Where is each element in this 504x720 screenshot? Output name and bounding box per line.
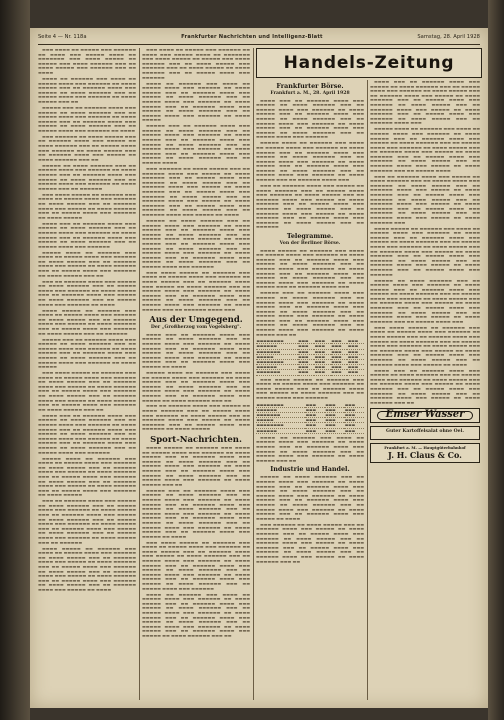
telegramme-subheading: Von der Berliner Börse. [279, 241, 341, 246]
column-2: ▬▬▬ ▬▬▬▬ ▬▬ ▬▬▬▬▬ ▬▬▬ ▬▬▬▬▬▬ ▬▬ ▬▬▬▬ ▬▬▬ ▬▬▬▬▬ ▬▬▬▬ ▬▬ ▬▬▬▬▬▬▬ ▬▬▬ ▬▬▬▬ ▬▬▬▬▬ ▬▬ ▬▬▬▬▬ ▬▬▬ ▬▬▬▬ ▬▬▬▬▬▬ ▬▬▬ ▬▬ ▬▬▬▬ ▬▬▬▬▬ ▬▬▬ ▬▬▬▬▬▬ ▬▬▬ ▬▬ ▬▬▬▬ ▬▬▬▬▬ ▬▬ ▬▬▬▬ ▬▬▬▬▬▬ ▬▬▬ ▬▬ ▬▬▬▬▬ ▬▬▬▬ ▬▬▬ ▬▬▬▬▬▬ ▬▬▬▬ ▬▬ ▬▬▬▬▬▬ ▬▬▬ ▬▬▬▬ ▬▬ ▬▬▬▬▬ ▬▬▬▬ ▬▬▬ ▬▬▬▬▬▬ ▬▬ ▬▬▬▬ ▬▬▬▬▬ ▬▬▬ ▬▬ ▬▬▬▬▬▬ ▬▬▬▬ ▬▬▬ ▬▬▬▬▬ ▬▬ ▬▬▬▬ ▬▬▬▬▬▬ ▬▬▬ ▬▬ ▬▬▬▬▬ ▬▬▬▬ ▬▬▬ ▬▬▬▬▬▬ ▬▬ ▬▬▬▬ ▬▬▬▬▬ ▬▬▬ ▬▬ ▬▬▬▬▬▬ ▬▬▬▬ ▬▬▬ ▬▬▬▬▬ ▬▬ ▬▬▬▬ ▬▬▬▬▬▬ ▬▬▬ ▬▬ ▬▬▬▬▬ ▬▬▬▬ ▬▬▬ ▬▬▬▬▬▬ ▬▬ ▬▬▬▬ ▬▬▬▬▬ ▬▬▬▬▬ ▬▬▬ ▬▬ ▬▬▬▬▬▬ ▬▬▬▬ ▬▬▬ ▬▬▬▬▬ ▬▬ ▬▬▬▬ ▬▬▬▬▬▬ ▬▬▬ ▬▬ ▬▬▬▬▬ ▬▬▬▬ ▬▬▬ ▬▬▬▬▬▬ ▬▬ ▬▬▬▬ ▬▬▬▬▬ ▬▬▬ ▬▬ ▬▬▬▬▬▬ ▬▬▬▬ ▬▬▬ ▬▬▬▬▬ ▬▬ ▬▬▬▬ ▬▬▬▬▬▬ ▬▬▬ ▬▬ ▬▬▬▬▬ ▬▬▬▬ ▬▬▬ ▬▬▬▬▬▬ ▬▬ ▬▬▬▬ ▬▬▬▬▬ ▬▬▬ ▬▬ ▬▬▬▬▬▬ ▬▬▬▬ ▬▬▬ ▬▬▬▬▬ ▬▬ ▬▬▬▬ ▬▬▬▬▬▬ ▬▬▬ ▬▬ ▬▬▬▬▬ ▬▬▬▬ ▬▬▬ ▬▬▬▬▬▬ ▬▬ ▬▬▬▬ ▬▬▬▬▬ ▬▬▬ ▬▬ ▬▬▬▬▬▬ ▬▬▬▬ ▬▬▬ ▬▬▬▬▬ ▬▬ ▬▬▬▬ ▬▬▬▬▬▬ ▬▬▬ ▬▬ ▬▬▬▬▬ ▬▬▬▬ ▬▬▬ ▬▬▬▬▬▬ ▬▬ ▬▬▬▬ ▬▬▬▬▬ ▬▬▬ ▬▬ ▬▬▬▬▬▬ ▬▬▬▬ ▬▬▬ ▬▬▬▬▬ ▬▬ ▬▬▬▬ ▬▬▬▬▬▬ ▬▬▬ ▬▬ ▬▬▬▬▬ ▬▬▬▬ ▬▬▬ ▬▬▬▬▬▬ ▬▬ ▬▬▬▬ ▬▬▬▬▬ ▬▬▬ ▬▬ ▬▬▬▬▬▬ ▬▬▬▬ ▬▬▬ ▬▬▬▬▬ ▬▬ ▬▬▬▬ ▬▬▬▬▬▬ ▬▬▬ ▬▬ ▬▬▬▬▬ ▬▬▬▬ ▬▬▬ ▬▬▬▬▬▬ ▬▬ ▬▬▬▬ ▬▬▬▬▬ ▬▬▬ ▬▬ ▬▬▬▬▬▬ ▬▬▬▬ ▬▬▬ ▬▬▬▬▬ ▬▬ ▬▬▬▬ ▬▬▬▬▬ ▬▬ ▬▬▬▬ ▬▬▬▬▬▬ ▬▬▬ ▬▬ ▬▬▬▬▬ ▬▬▬▬ ▬▬▬ ▬▬▬▬▬▬ ▬▬ ▬▬▬▬ ▬▬▬▬▬ ▬▬▬ ▬▬ ▬▬▬▬▬▬ ▬▬▬▬ ▬▬▬ ▬▬▬▬▬ ▬▬ ▬▬▬▬ ▬▬▬▬▬▬ ▬▬▬ ▬▬ ▬▬▬▬▬ ▬▬▬▬ ▬▬▬ ▬▬▬▬▬▬ ▬▬ ▬▬▬▬ ▬▬▬▬▬ ▬▬▬ ▬▬ ▬▬▬▬▬▬ ▬▬▬▬ ▬▬▬ ▬▬▬▬▬ ▬▬ ▬▬▬▬ ▬▬▬▬▬▬ ▬▬▬ ▬▬ ▬▬▬▬▬ ▬▬▬▬ ▬▬▬ ▬▬▬▬▬▬ ▬▬ ▬▬▬▬ ▬▬▬▬▬ ▬▬▬ ▬▬ ▬▬▬▬▬▬ ▬▬▬▬ ▬▬▬ ▬▬▬▬▬ ▬▬ ▬▬▬▬ ▬▬▬▬▬▬ ▬▬▬ ▬▬ ▬▬▬▬▬ ▬▬▬▬ ▬▬▬ ▬▬▬▬▬▬ ▬▬▬ ▬▬▬▬ ▬▬▬▬▬ ▬▬ ▬▬▬▬▬▬ ▬▬▬ ▬▬▬▬ ▬▬ ▬▬▬▬▬ ▬▬▬▬ ▬▬▬ ▬▬▬▬▬▬ ▬▬ ▬▬▬▬ ▬▬▬▬▬ ▬▬▬ ▬▬ ▬▬▬▬▬▬ ▬▬▬▬ ▬▬▬ ▬▬▬▬▬ ▬▬ ▬▬▬▬ ▬▬▬▬▬▬ ▬▬▬ ▬▬ ▬▬▬▬▬ ▬▬▬▬ ▬▬▬ ▬▬▬▬▬▬ ▬▬ ▬▬▬▬ ▬▬▬▬▬ ▬▬▬ ▬▬ ▬▬▬▬▬▬ ▬▬▬▬ ▬▬▬ ▬▬▬▬▬ ▬▬ ▬▬▬▬ ▬▬▬▬▬▬ ▬▬▬ ▬▬ ▬▬▬▬▬ ▬▬▬▬ ▬▬▬ ▬▬▬▬▬▬ ▬▬ ▬▬▬▬ ▬▬▬▬▬ ▬▬▬ ▬▬ ▬▬▬▬▬▬ ▬▬▬▬ ▬▬▬ Aus der Umgegend. Der „Großherzog vom Vogelsberg". ▬▬▬▬ ▬▬▬ ▬▬ ▬▬▬▬▬▬ ▬▬▬▬ ▬▬▬ ▬▬▬▬▬ ▬▬ ▬▬▬▬ ▬▬▬▬▬▬ ▬▬▬ ▬▬ ▬▬▬▬▬ ▬▬▬▬ ▬▬▬ ▬▬▬▬▬▬ ▬▬ ▬▬▬▬ ▬▬▬▬▬ ▬▬▬ ▬▬ ▬▬▬▬▬▬ ▬▬▬▬ ▬▬▬ ▬▬▬▬▬ ▬▬ ▬▬▬▬ ▬▬▬▬▬▬ ▬▬▬ ▬▬ ▬▬▬▬▬ ▬▬▬▬ ▬▬▬ ▬▬▬▬▬▬ ▬▬ ▬▬▬▬ ▬▬▬▬▬ ▬▬▬ ▬▬ ▬▬▬▬▬▬ ▬▬▬▬ ▬▬▬ ▬▬▬▬▬ ▬▬ ▬▬▬▬ ▬▬▬▬▬ ▬▬▬▬ ▬▬ ▬▬▬▬▬▬ ▬▬▬ ▬▬▬▬ ▬▬ ▬▬▬▬▬ ▬▬▬▬ ▬▬▬ ▬▬▬▬▬▬ ▬▬ ▬▬▬▬ ▬▬▬▬▬ ▬▬▬ ▬▬ ▬▬▬▬▬▬ ▬▬▬▬ ▬▬▬ ▬▬▬▬▬ ▬▬ ▬▬▬▬ ▬▬▬▬▬▬ ▬▬▬ ▬▬ ▬▬▬▬▬ ▬▬▬▬ ▬▬▬ ▬▬▬▬▬▬ ▬▬ ▬▬▬▬ ▬▬▬▬▬ ▬▬▬ ▬▬ ▬▬▬▬▬▬ ▬▬▬▬ ▬▬▬ ▬▬▬▬▬ ▬▬ ▬▬▬▬ ▬▬▬▬▬▬ ▬▬▬ ▬▬ ▬▬▬ ▬▬ ▬▬▬▬▬▬ ▬▬▬▬ ▬▬▬ ▬▬▬▬▬ ▬▬ ▬▬▬▬ ▬▬▬▬▬▬ ▬▬▬ ▬▬ ▬▬▬▬▬ ▬▬▬▬ ▬▬▬ ▬▬▬▬▬▬ ▬▬ ▬▬▬▬ ▬▬▬▬▬ ▬▬▬ ▬▬ ▬▬▬▬▬▬ ▬▬▬▬ ▬▬▬ ▬▬▬▬▬ ▬▬ ▬▬▬▬ ▬▬▬▬▬▬ ▬▬▬ ▬▬ ▬▬▬▬▬ ▬▬▬▬ ▬▬▬ ▬▬▬▬▬▬ ▬▬ ▬▬▬▬ ▬▬▬▬▬ Sport-Nachrichten. ▬▬▬▬ ▬▬▬▬▬ ▬▬ ▬▬▬▬▬▬ ▬▬▬ ▬▬▬▬ ▬▬ ▬▬▬▬▬ ▬▬▬▬ ▬▬▬ ▬▬▬▬▬▬ ▬▬ ▬▬▬▬ ▬▬▬▬▬ ▬▬▬ ▬▬ ▬▬▬▬▬▬ ▬▬▬▬ ▬▬▬ ▬▬▬▬▬ ▬▬ ▬▬▬▬ ▬▬▬▬▬▬ ▬▬▬ ▬▬ ▬▬▬▬▬ ▬▬▬▬ ▬▬▬ ▬▬▬▬▬▬ ▬▬ ▬▬▬▬ ▬▬▬▬▬ ▬▬▬ ▬▬ ▬▬▬▬▬▬ ▬▬▬▬ ▬▬▬ ▬▬▬▬▬ ▬▬ ▬▬▬▬ ▬▬▬▬▬▬ ▬▬▬ ▬▬ ▬▬▬▬▬ ▬▬▬▬ ▬▬▬ ▬▬▬▬▬▬ ▬▬ ▬▬▬▬ ▬▬▬▬▬ ▬▬▬ ▬▬ ▬▬▬▬▬ ▬▬▬ ▬▬ ▬▬▬▬▬▬ ▬▬▬▬ ▬▬▬ ▬▬▬▬▬ ▬▬ ▬▬▬▬ ▬▬▬▬▬▬ ▬▬▬ ▬▬ ▬▬▬▬▬ ▬▬▬▬ ▬▬▬ ▬▬▬▬▬▬ ▬▬ ▬▬▬▬ ▬▬▬▬▬ ▬▬▬ ▬▬ ▬▬▬▬▬▬ ▬▬▬▬ ▬▬▬ ▬▬▬▬▬ ▬▬ ▬▬▬▬ ▬▬▬▬▬▬ ▬▬▬ ▬▬ ▬▬▬▬▬ ▬▬▬▬ ▬▬▬ ▬▬▬▬▬▬ ▬▬ ▬▬▬▬ ▬▬▬▬▬ ▬▬▬ ▬▬ ▬▬▬▬▬▬ ▬▬▬▬ ▬▬▬ ▬▬▬▬▬ ▬▬ ▬▬▬▬ ▬▬▬▬▬▬ ▬▬▬ ▬▬ ▬▬▬▬▬ ▬▬▬▬ ▬▬▬ ▬▬▬▬▬▬ ▬▬ ▬▬▬▬ ▬▬▬▬▬ ▬▬▬ ▬▬ ▬▬▬▬▬▬ ▬▬▬▬ ▬▬▬ ▬▬▬▬▬ ▬▬ ▬▬▬▬ ▬▬▬ ▬▬▬▬ ▬▬▬▬▬ ▬▬ ▬▬▬▬▬▬ ▬▬▬ ▬▬▬▬ ▬▬ ▬▬▬▬▬ ▬▬▬▬ ▬▬▬ ▬▬▬▬▬▬ ▬▬ ▬▬▬▬ ▬▬▬▬▬ ▬▬▬ ▬▬ ▬▬▬▬▬▬ ▬▬▬▬ ▬▬▬ ▬▬▬▬▬ ▬▬ ▬▬▬▬ ▬▬▬▬▬▬ ▬▬▬ ▬▬ ▬▬▬▬▬ ▬▬▬▬ ▬▬▬ ▬▬▬▬▬▬ ▬▬ ▬▬▬▬ ▬▬▬▬▬ ▬▬▬ ▬▬ ▬▬▬▬▬▬ ▬▬▬▬ ▬▬▬ ▬▬▬▬▬ ▬▬ ▬▬▬▬ ▬▬▬▬▬▬ ▬▬▬ ▬▬ ▬▬▬▬▬ ▬▬▬▬ ▬▬▬ ▬▬▬▬▬▬ ▬▬ ▬▬▬▬ ▬▬▬▬▬ ▬▬▬ ▬▬ ▬▬▬▬▬▬ ▬▬▬▬ ▬▬▬ ▬▬▬▬▬ ▬▬ ▬▬▬▬ ▬▬▬▬▬▬ ▬▬▬ ▬▬ ▬▬▬▬▬ ▬▬▬▬ ▬▬▬ ▬▬▬▬▬▬ ▬▬▬▬ ▬▬ ▬▬▬▬▬▬ ▬▬▬ ▬▬▬▬ ▬▬ ▬▬▬▬▬ ▬▬▬▬ ▬▬▬ ▬▬▬▬▬▬ ▬▬ ▬▬▬▬ ▬▬▬▬▬ ▬▬▬ ▬▬ ▬▬▬▬▬▬ ▬▬▬▬ ▬▬▬ ▬▬▬▬▬ ▬▬ ▬▬▬▬ ▬▬▬▬▬▬ ▬▬▬ ▬▬ ▬▬▬▬▬ ▬▬▬▬ ▬▬▬ ▬▬▬▬▬▬ ▬▬ ▬▬▬▬ ▬▬▬▬▬ ▬▬▬ ▬▬ ▬▬▬▬▬▬ ▬▬▬▬ ▬▬▬ ▬▬▬▬▬ ▬▬ ▬▬▬▬ ▬▬▬▬▬▬ ▬▬▬ ▬▬ ▬▬▬▬▬ ▬▬▬▬ ▬▬▬ ▬▬▬▬▬▬ ▬▬ ▬▬▬▬ ▬▬▬▬▬ ▬▬▬ ▬▬ ▬▬▬▬▬▬ ▬▬▬▬ ▬▬▬ ▬▬▬▬▬ ▬▬ ▬▬▬▬ ▬▬▬▬▬▬ ▬▬▬ ▬▬ [142, 48, 250, 638]
advert-logo: Emser Wasser [377, 411, 474, 420]
advert-kartoffelsalat [370, 426, 480, 440]
column-rule [367, 80, 368, 700]
header-page-number: Seite 4 — Nr. 118a [38, 34, 87, 40]
column-3: Frankfurter Börse. Frankfurt a. M., 28. April 1928 ▬▬▬▬ ▬▬▬ ▬▬ ▬▬▬▬▬▬ ▬▬▬▬ ▬▬▬ ▬▬▬▬▬ ▬▬ ▬▬▬▬ ▬▬▬▬▬▬ ▬▬▬ ▬▬ ▬▬▬▬▬ ▬▬▬▬ ▬▬▬ ▬▬▬▬▬▬ ▬▬ ▬▬▬▬ ▬▬▬▬▬ ▬▬▬ ▬▬ ▬▬▬▬▬▬ ▬▬▬▬ ▬▬▬ ▬▬▬▬▬ ▬▬ ▬▬▬▬ ▬▬▬▬▬▬ ▬▬▬ ▬▬ ▬▬▬▬▬ ▬▬▬▬ ▬▬▬ ▬▬▬▬▬▬ ▬▬ ▬▬▬▬ ▬▬▬▬▬ ▬▬▬ ▬▬ ▬▬▬▬▬▬ ▬▬▬▬ ▬▬▬ ▬▬▬▬▬ ▬▬ ▬▬▬▬ ▬▬▬▬▬▬ ▬▬▬ ▬▬ ▬▬▬▬▬ ▬▬▬▬ ▬▬▬ ▬▬▬▬▬▬ ▬▬▬▬▬ ▬▬▬▬ ▬▬ ▬▬▬▬▬▬ ▬▬▬ ▬▬▬▬ ▬▬ ▬▬▬▬▬ ▬▬▬▬ ▬▬▬ ▬▬▬▬▬▬ ▬▬ ▬▬▬▬ ▬▬▬▬▬ ▬▬▬ ▬▬ ▬▬▬▬▬▬ ▬▬▬▬ ▬▬▬ ▬▬▬▬▬ ▬▬ ▬▬▬▬ ▬▬▬▬▬▬ ▬▬▬ ▬▬ ▬▬▬▬▬ ▬▬▬▬ ▬▬▬ ▬▬▬▬▬▬ ▬▬ ▬▬▬▬ ▬▬▬▬▬ ▬▬▬ ▬▬ ▬▬▬▬▬▬ ▬▬▬▬ ▬▬▬ ▬▬▬▬▬ ▬▬ ▬▬▬▬ ▬▬▬▬▬▬ ▬▬▬ ▬▬ ▬▬▬▬▬ ▬▬▬▬ ▬▬▬ ▬▬▬▬▬▬ ▬▬ ▬▬▬▬ ▬▬▬▬▬ ▬▬▬ ▬▬ ▬▬▬▬▬▬ ▬▬▬▬ ▬▬▬ ▬▬▬ ▬▬ ▬▬▬▬▬▬ ▬▬▬▬ ▬▬▬ ▬▬▬▬▬ ▬▬ ▬▬▬▬ ▬▬▬▬▬▬ ▬▬▬ ▬▬ ▬▬▬▬▬ ▬▬▬▬ ▬▬▬ ▬▬▬▬▬▬ ▬▬ ▬▬▬▬ ▬▬▬▬▬ ▬▬▬ ▬▬ ▬▬▬▬▬▬ ▬▬▬▬ ▬▬▬ ▬▬▬▬▬ ▬▬ ▬▬▬▬ ▬▬▬▬▬▬ ▬▬▬ ▬▬ ▬▬▬▬▬ ▬▬▬▬ ▬▬▬ ▬▬▬▬▬▬ ▬▬ ▬▬▬▬ ▬▬▬▬▬ ▬▬▬ ▬▬ ▬▬▬▬▬▬ ▬▬▬▬ ▬▬▬ ▬▬▬▬▬ ▬▬ ▬▬▬▬ ▬▬▬▬▬▬ ▬▬▬ ▬▬ ▬▬▬▬▬ ▬▬▬▬ ▬▬▬ ▬▬▬▬▬▬ ▬▬ ▬▬▬▬ ▬▬▬▬▬ ▬▬▬ ▬▬ ▬▬▬▬▬▬ Telegramme. Von der Berliner Börse. ▬▬▬▬ ▬▬▬▬▬ ▬▬ ▬▬▬▬▬▬ ▬▬▬ ▬▬▬▬ ▬▬ ▬▬▬▬▬ ▬▬▬▬ ▬▬▬ ▬▬▬▬▬▬ ▬▬ ▬▬▬▬ ▬▬▬▬▬ ▬▬▬ ▬▬ ▬▬▬▬▬▬ ▬▬▬▬ ▬▬▬ ▬▬▬▬▬ ▬▬ ▬▬▬▬ ▬▬▬▬▬▬ ▬▬▬ ▬▬ ▬▬▬▬▬ ▬▬▬▬ ▬▬▬ ▬▬▬▬▬▬ ▬▬ ▬▬▬▬ ▬▬▬▬▬ ▬▬▬ ▬▬ ▬▬▬▬▬▬ ▬▬▬▬ ▬▬▬ ▬▬▬▬▬ ▬▬ ▬▬▬▬ ▬▬▬▬▬▬ ▬▬▬ ▬▬ ▬▬▬▬▬ ▬▬▬▬ ▬▬▬ ▬▬▬▬▬▬ ▬▬ ▬▬▬▬ ▬▬▬▬▬ ▬▬▬ ▬▬ ▬▬▬▬▬▬ ▬▬▬▬ ▬▬▬ ▬▬▬▬▬ ▬▬▬ ▬▬ ▬▬▬▬▬▬ ▬▬▬▬ ▬▬▬ ▬▬▬▬▬ ▬▬ ▬▬▬▬ ▬▬▬▬▬▬ ▬▬▬ ▬▬ ▬▬▬▬▬ ▬▬▬▬ ▬▬▬ ▬▬▬▬▬▬ ▬▬ ▬▬▬▬ ▬▬▬▬▬ ▬▬▬ ▬▬ ▬▬▬▬▬▬ ▬▬▬▬ ▬▬▬ ▬▬▬▬▬ ▬▬ ▬▬▬▬ ▬▬▬▬▬▬ ▬▬▬ ▬▬ ▬▬▬▬▬ ▬▬▬▬ ▬▬▬ ▬▬▬▬▬▬ ▬▬ ▬▬▬▬ ▬▬▬▬▬ ▬▬▬ ▬▬ ▬▬▬▬▬▬ ▬▬▬▬ ▬▬▬ ▬▬▬▬▬ ▬▬ ▬▬▬▬ ▬▬▬▬▬▬ ▬▬▬ ▬▬ ▬▬▬▬▬ ▬▬▬▬ ▬▬▬ ▬▬▬▬▬▬ ▬▬ ▬▬▬▬ ▬▬▬▬▬ ▬▬▬ ▬▬ ▬▬▬▬▬▬▬▬ ▬▬▬ ▬▬▬ ▬▬▬ ▬▬▬ ▬▬▬▬▬▬ ▬▬▬ ▬▬▬ ▬▬▬ ▬▬▬ ▬▬▬▬▬▬▬ ▬▬▬ ▬▬▬ ▬▬▬ ▬▬▬ ▬▬▬▬▬ ▬▬▬ ▬▬▬ ▬▬▬ ▬▬▬ ▬▬▬▬▬▬▬▬ ▬▬▬ ▬▬▬ ▬▬▬ ▬▬▬ ▬▬▬▬▬▬ ▬▬▬ ▬▬▬ ▬▬▬ ▬▬▬ ▬▬▬▬▬▬▬ ▬▬▬ ▬▬▬ ▬▬▬ ▬▬▬ ▬▬▬ ▬▬▬▬ ▬▬▬▬▬ ▬▬ ▬▬▬▬▬▬ ▬▬▬ ▬▬▬▬ ▬▬ ▬▬▬▬▬ ▬▬▬▬ ▬▬▬ ▬▬▬▬▬▬ ▬▬ ▬▬▬▬ ▬▬▬▬▬ ▬▬▬ ▬▬ ▬▬▬▬▬▬ ▬▬▬▬ ▬▬▬ ▬▬▬▬▬ ▬▬ ▬▬▬▬ ▬▬▬▬▬▬ ▬▬▬ ▬▬ ▬▬▬▬▬ ▬▬▬▬ ▬▬▬ ▬▬▬▬▬▬ ▬▬▬▬▬▬▬▬ ▬▬▬ ▬▬▬ ▬▬▬ ▬▬▬▬▬▬ ▬▬▬ ▬▬▬ ▬▬▬ ▬▬▬▬▬▬▬ ▬▬▬ ▬▬▬ ▬▬▬ ▬▬▬▬▬ ▬▬▬ ▬▬▬ ▬▬▬ ▬▬▬▬▬▬▬▬ ▬▬▬ ▬▬▬ ▬▬▬ ▬▬▬▬▬▬ ▬▬▬ ▬▬▬ ▬▬▬ ▬▬▬▬ ▬▬ ▬▬▬▬▬▬ ▬▬▬ ▬▬▬▬ ▬▬ ▬▬▬▬▬ ▬▬▬▬ ▬▬▬ ▬▬▬▬▬▬ ▬▬ ▬▬▬▬ ▬▬▬▬▬ ▬▬▬ ▬▬ ▬▬▬▬▬▬ ▬▬▬▬ ▬▬▬ ▬▬▬▬▬ ▬▬ ▬▬▬▬ ▬▬▬▬▬▬ ▬▬▬ ▬▬ ▬▬▬▬▬ ▬▬▬▬ ▬▬▬ ▬▬▬▬▬▬ ▬▬ ▬▬▬▬ ▬▬▬▬▬ ▬▬▬ ▬▬ Industrie und Handel. ▬▬▬▬▬ ▬▬ ▬▬▬▬ ▬▬▬▬▬▬ ▬▬▬ ▬▬ ▬▬▬▬▬ ▬▬▬▬ ▬▬▬ ▬▬▬▬▬▬ ▬▬ ▬▬▬▬ ▬▬▬▬▬ ▬▬▬ ▬▬ ▬▬▬▬▬▬ ▬▬▬▬ ▬▬▬ ▬▬▬▬▬ ▬▬ ▬▬▬▬ ▬▬▬▬▬▬ ▬▬▬ ▬▬ ▬▬▬▬▬ ▬▬▬▬ ▬▬▬ ▬▬▬▬▬▬ ▬▬ ▬▬▬▬ ▬▬▬▬▬ ▬▬▬ ▬▬ ▬▬▬▬▬▬ ▬▬▬▬ ▬▬▬ ▬▬▬▬▬ ▬▬ ▬▬▬▬ ▬▬▬▬▬▬ ▬▬▬ ▬▬ ▬▬▬▬▬ ▬▬▬▬ ▬▬▬ ▬▬▬▬▬▬ ▬▬ ▬▬▬▬ ▬▬▬▬▬ ▬▬▬ ▬▬ ▬▬▬▬▬▬ ▬▬▬▬ ▬▬▬ ▬▬▬▬▬ ▬▬ ▬▬▬▬ ▬▬▬ ▬▬▬▬▬▬ ▬▬ ▬▬▬▬ ▬▬▬▬▬ ▬▬▬ ▬▬ ▬▬▬▬▬▬ ▬▬▬▬ ▬▬▬ ▬▬▬▬▬ ▬▬ ▬▬▬▬ ▬▬▬▬▬▬ ▬▬▬ ▬▬ ▬▬▬▬▬ ▬▬▬▬ ▬▬▬ ▬▬▬▬▬▬ ▬▬ ▬▬▬▬ ▬▬▬▬▬ ▬▬▬ ▬▬ ▬▬▬▬▬▬ ▬▬▬▬ ▬▬▬ ▬▬▬▬▬ ▬▬ ▬▬▬▬ ▬▬▬▬▬▬ ▬▬▬ ▬▬ ▬▬▬▬▬ ▬▬▬▬ ▬▬▬ ▬▬▬▬▬▬ ▬▬ ▬▬▬▬ ▬▬▬▬▬ ▬▬▬ ▬▬ ▬▬▬▬▬▬ ▬▬▬▬ ▬▬▬ ▬▬▬▬▬ ▬▬ ▬▬▬▬ ▬▬▬▬▬▬ ▬▬▬ ▬▬ [256, 82, 364, 564]
column-4: ▬▬▬▬ ▬▬▬ ▬▬ ▬▬▬▬▬▬ ▬▬▬▬ ▬▬▬ ▬▬▬▬▬ ▬▬ ▬▬▬▬ ▬▬▬▬▬▬ ▬▬▬ ▬▬ ▬▬▬▬▬ ▬▬▬▬ ▬▬▬ ▬▬▬▬▬▬ ▬▬ ▬▬▬▬ ▬▬▬▬▬ ▬▬▬ ▬▬ ▬▬▬▬▬▬ ▬▬▬▬ ▬▬▬ ▬▬▬▬▬ ▬▬ ▬▬▬▬ ▬▬▬▬▬▬ ▬▬▬ ▬▬ ▬▬▬▬▬ ▬▬▬▬ ▬▬▬ ▬▬▬▬▬▬ ▬▬ ▬▬▬▬ ▬▬▬▬▬ ▬▬▬ ▬▬ ▬▬▬▬▬▬ ▬▬▬▬ ▬▬▬ ▬▬▬▬▬ ▬▬ ▬▬▬▬ ▬▬▬▬▬▬ ▬▬▬ ▬▬ ▬▬▬▬▬ ▬▬▬▬ ▬▬▬ ▬▬▬▬▬▬ ▬▬ ▬▬▬▬ ▬▬▬▬▬ ▬▬▬ ▬▬ ▬▬▬▬▬▬ ▬▬▬▬ ▬▬▬ ▬▬▬▬▬ ▬▬▬▬ ▬▬ ▬▬▬▬▬▬ ▬▬▬ ▬▬▬▬ ▬▬ ▬▬▬▬▬ ▬▬▬▬ ▬▬▬ ▬▬▬▬▬▬ ▬▬ ▬▬▬▬ ▬▬▬▬▬ ▬▬▬ ▬▬ ▬▬▬▬▬▬ ▬▬▬▬ ▬▬▬ ▬▬▬▬▬ ▬▬ ▬▬▬▬ ▬▬▬▬▬▬ ▬▬▬ ▬▬ ▬▬▬▬▬ ▬▬▬▬ ▬▬▬ ▬▬▬▬▬▬ ▬▬ ▬▬▬▬ ▬▬▬▬▬ ▬▬▬ ▬▬ ▬▬▬▬▬▬ ▬▬▬▬ ▬▬▬ ▬▬▬▬▬ ▬▬ ▬▬▬▬ ▬▬▬▬▬▬ ▬▬▬ ▬▬ ▬▬▬▬▬ ▬▬▬▬ ▬▬▬ ▬▬▬▬▬▬ ▬▬ ▬▬▬▬ ▬▬▬▬▬ ▬▬▬ ▬▬ ▬▬▬▬▬▬ ▬▬▬▬ ▬▬▬ ▬▬▬▬▬ ▬▬ ▬▬▬▬ ▬▬▬▬▬▬ ▬▬▬ ▬▬ ▬▬▬▬▬ ▬▬▬▬ ▬▬▬ ▬▬ ▬▬▬▬▬▬ ▬▬▬▬ ▬▬▬ ▬▬▬▬▬ ▬▬ ▬▬▬▬ ▬▬▬▬▬▬ ▬▬▬ ▬▬ ▬▬▬▬▬ ▬▬▬▬ ▬▬▬ ▬▬▬▬▬▬ ▬▬ ▬▬▬▬ ▬▬▬▬▬ ▬▬▬ ▬▬ ▬▬▬▬▬▬ ▬▬▬▬ ▬▬▬ ▬▬▬▬▬ ▬▬ ▬▬▬▬ ▬▬▬▬▬▬ ▬▬▬ ▬▬ ▬▬▬▬▬ ▬▬▬▬ ▬▬▬ ▬▬▬▬▬▬ ▬▬ ▬▬▬▬ ▬▬▬▬▬ ▬▬▬ ▬▬ ▬▬▬▬▬▬ ▬▬▬▬ ▬▬▬ ▬▬▬▬▬ ▬▬ ▬▬▬▬ ▬▬▬▬▬▬ ▬▬▬ ▬▬ ▬▬▬▬▬ ▬▬▬▬ ▬▬▬ ▬▬▬▬▬▬ ▬▬ ▬▬▬▬ ▬▬▬▬▬ ▬▬▬ ▬▬ ▬▬▬▬▬▬ ▬▬▬▬ ▬▬▬ ▬▬▬▬▬ ▬▬ ▬▬▬▬ ▬▬▬▬▬▬ ▬▬▬ ▬▬▬▬ ▬▬▬▬▬ ▬▬ ▬▬▬▬▬▬ ▬▬▬ ▬▬▬▬ ▬▬ ▬▬▬▬▬ ▬▬▬▬ ▬▬▬ ▬▬▬▬▬▬ ▬▬ ▬▬▬▬ ▬▬▬▬▬ ▬▬▬ ▬▬ ▬▬▬▬▬▬ ▬▬▬▬ ▬▬▬ ▬▬▬▬▬ ▬▬ ▬▬▬▬ ▬▬▬▬▬▬ ▬▬▬ ▬▬ ▬▬▬▬▬ ▬▬▬▬ ▬▬▬ ▬▬▬▬▬▬ ▬▬ ▬▬▬▬ ▬▬▬▬▬ ▬▬▬ ▬▬ ▬▬▬▬▬▬ ▬▬▬▬ ▬▬▬ ▬▬▬▬▬ ▬▬ ▬▬▬▬ ▬▬▬▬▬▬ ▬▬▬ ▬▬ ▬▬▬▬▬ ▬▬▬▬ ▬▬▬ ▬▬▬▬▬▬ ▬▬ ▬▬▬▬ ▬▬▬▬▬ ▬▬▬ ▬▬ ▬▬▬▬▬▬ ▬▬▬▬ ▬▬▬ ▬▬▬▬▬ ▬▬ ▬▬▬▬ ▬▬▬▬▬▬ ▬▬▬ ▬▬ ▬▬▬▬▬ ▬▬▬▬ ▬▬▬ ▬▬▬▬▬▬ ▬▬▬▬▬ ▬▬ ▬▬▬▬ ▬▬▬▬▬▬ ▬▬▬ ▬▬ ▬▬▬▬▬ ▬▬▬▬ ▬▬▬ ▬▬▬▬▬▬ ▬▬ ▬▬▬▬ ▬▬▬▬▬ ▬▬▬ ▬▬ ▬▬▬▬▬▬ ▬▬▬▬ ▬▬▬ ▬▬▬▬▬ ▬▬ ▬▬▬▬ ▬▬▬▬▬▬ ▬▬▬ ▬▬ ▬▬▬▬▬ ▬▬▬▬ ▬▬▬ ▬▬▬▬▬▬ ▬▬ ▬▬▬▬ ▬▬▬▬▬ ▬▬▬ ▬▬ ▬▬▬▬▬▬ ▬▬▬▬ ▬▬▬ ▬▬▬▬▬ ▬▬ ▬▬▬▬ ▬▬▬▬▬▬ ▬▬▬ ▬▬ ▬▬▬▬▬ ▬▬▬▬ ▬▬▬ ▬▬▬▬▬▬ ▬▬ ▬▬▬▬ ▬▬▬▬▬ ▬▬▬ ▬▬ ▬▬▬▬▬▬ ▬▬▬▬ ▬▬▬ ▬▬▬▬▬ ▬▬ ▬▬▬▬ ▬▬▬▬▬▬ ▬▬▬ ▬▬ ▬▬▬▬▬ ▬▬▬▬ ▬▬▬ ▬▬▬ ▬▬▬▬ ▬▬▬▬▬ ▬▬ ▬▬▬▬▬▬ ▬▬▬ ▬▬▬▬ ▬▬ ▬▬▬▬▬ ▬▬▬▬ ▬▬▬ ▬▬▬▬▬▬ ▬▬ ▬▬▬▬ ▬▬▬▬▬ ▬▬▬ ▬▬ ▬▬▬▬▬▬ ▬▬▬▬ ▬▬▬ ▬▬▬▬▬ ▬▬ ▬▬▬▬ ▬▬▬▬▬▬ ▬▬▬ ▬▬ ▬▬▬▬▬ ▬▬▬▬ ▬▬▬ ▬▬▬▬▬▬ ▬▬ ▬▬▬▬ ▬▬▬▬▬ ▬▬▬ ▬▬ ▬▬▬▬▬▬ ▬▬▬▬ ▬▬▬ ▬▬▬▬▬ ▬▬ ▬▬▬▬ ▬▬▬▬▬▬ ▬▬▬ ▬▬ ▬▬▬▬▬ ▬▬▬▬ ▬▬▬ ▬▬▬▬▬▬ ▬▬ ▬▬▬▬ ▬▬▬▬▬ ▬▬▬ ▬▬ ▬▬▬▬▬▬ ▬▬▬▬ ▬▬▬ ▬▬▬▬▬ ▬▬ ▬▬▬▬ ▬▬▬▬ ▬▬▬ ▬▬ ▬▬▬▬▬▬ ▬▬▬▬ ▬▬▬ ▬▬▬▬▬ ▬▬ ▬▬▬▬ ▬▬▬▬▬▬ ▬▬▬ ▬▬ ▬▬▬▬▬ ▬▬▬▬ ▬▬▬ ▬▬▬▬▬▬ ▬▬ ▬▬▬▬ ▬▬▬▬▬ ▬▬▬ ▬▬ ▬▬▬▬▬▬ ▬▬▬▬ ▬▬▬ ▬▬▬▬▬ ▬▬ ▬▬▬▬ ▬▬▬▬▬▬ ▬▬▬ ▬▬ ▬▬▬▬▬ ▬▬▬▬ ▬▬▬ ▬▬▬▬▬▬ ▬▬ ▬▬▬▬ ▬▬▬▬▬ ▬▬▬ ▬▬ ▬▬▬▬▬▬ ▬▬▬▬ ▬▬▬ ▬▬▬▬▬ ▬▬ ▬▬▬▬ ▬▬▬▬▬▬ ▬▬▬ ▬▬ Emser Wasser Guter Kartoffelsalat ohne Oel. Frankfurt a. M. — Hauptgüterbahnhof J. H. Claus & Co. [370, 80, 480, 700]
handels-zeitung-banner: Handels-Zeitung [256, 48, 482, 78]
boerse-dateline: Frankfurt a. M., 28. April 1928 [270, 91, 350, 96]
header-date: Samstag, 28. April 1928 [417, 34, 480, 40]
book-spine [0, 0, 30, 720]
advert-kartoffelsalat-title: Guter Kartoffelsalat ohne Oel. [386, 428, 464, 434]
telegramme-heading: Telegramme. [286, 232, 334, 240]
advert-emser-wasser [370, 408, 480, 423]
price-table-2: ▬▬▬▬▬▬▬▬ ▬▬▬ ▬▬▬ ▬▬▬ ▬▬▬▬▬▬ ▬▬▬ ▬▬▬ ▬▬▬ ▬▬▬▬▬▬▬ ▬▬▬ ▬▬▬ ▬▬▬ ▬▬▬▬▬ ▬▬▬ ▬▬▬ ▬▬▬ ▬▬▬▬▬▬▬▬ ▬▬▬ ▬▬▬ ▬▬▬ ▬▬▬▬▬▬ ▬▬▬ ▬▬▬ ▬▬▬ [256, 403, 364, 434]
advert-claus [370, 443, 480, 463]
price-table-1: ▬▬▬▬▬▬▬▬ ▬▬▬ ▬▬▬ ▬▬▬ ▬▬▬ ▬▬▬▬▬▬ ▬▬▬ ▬▬▬ ▬▬▬ ▬▬▬ ▬▬▬▬▬▬▬ ▬▬▬ ▬▬▬ ▬▬▬ ▬▬▬ ▬▬▬▬▬ ▬▬▬ ▬▬▬ ▬▬▬ ▬▬▬ ▬▬▬▬▬▬▬▬ ▬▬▬ ▬▬▬ ▬▬▬ ▬▬▬ ▬▬▬▬▬▬ ▬▬▬ ▬▬▬ ▬▬▬ ▬▬▬ ▬▬▬▬▬▬▬ ▬▬▬ ▬▬▬ ▬▬▬ ▬▬▬ [256, 339, 364, 375]
column-rule [139, 48, 140, 700]
header-paper-title: Frankfurter Nachrichten und Intelligenz-Blatt [181, 34, 323, 40]
industrie-heading: Industrie und Handel. [270, 465, 350, 474]
column-rule [253, 48, 254, 700]
boerse-heading: Frankfurter Börse. [276, 82, 344, 90]
page-header [38, 34, 480, 45]
column-1-text: ▬▬▬ ▬▬▬▬ ▬▬ ▬▬▬▬▬ ▬▬▬ ▬▬▬▬▬▬ ▬▬ ▬▬▬▬ ▬▬▬ ▬▬▬▬▬ ▬▬▬▬ ▬▬ ▬▬▬▬▬▬▬ ▬▬▬ ▬▬▬▬ ▬▬▬▬▬ ▬▬ ▬▬▬▬▬ ▬▬▬ ▬▬▬▬ ▬▬▬▬▬▬ ▬▬▬ ▬▬ ▬▬▬▬ ▬▬▬▬▬ ▬▬▬ ▬▬▬▬▬▬ ▬▬▬ ▬▬ ▬▬▬▬ ▬▬▬▬ ▬▬ ▬▬▬▬▬▬ ▬▬▬ ▬▬▬▬ ▬▬ ▬▬▬▬▬ ▬▬▬▬ ▬▬▬ ▬▬▬▬▬▬ ▬▬ ▬▬▬▬ ▬▬▬▬▬ ▬▬▬ ▬▬ ▬▬▬▬▬▬ ▬▬▬▬ ▬▬▬ ▬▬▬▬▬ ▬▬ ▬▬▬▬ ▬▬▬▬▬▬ ▬▬▬ ▬▬ ▬▬▬▬▬ ▬▬▬▬ ▬▬▬ ▬▬▬▬▬▬ ▬▬ ▬▬▬▬ ▬▬▬▬▬ ▬▬▬ ▬▬ ▬▬▬▬▬ ▬▬▬ ▬▬ ▬▬▬▬▬▬ ▬▬▬▬ ▬▬▬ ▬▬▬▬▬ ▬▬ ▬▬▬▬ ▬▬▬▬▬▬ ▬▬▬ ▬▬ ▬▬▬▬▬ ▬▬▬▬ ▬▬▬ ▬▬▬▬▬▬ ▬▬ ▬▬▬▬ ▬▬▬▬▬ ▬▬▬ ▬▬ ▬▬▬▬▬▬ ▬▬▬▬ ▬▬▬ ▬▬▬▬▬ ▬▬ ▬▬▬▬ ▬▬▬▬▬▬ ▬▬▬ ▬▬ ▬▬▬▬▬ ▬▬▬▬ ▬▬▬ ▬▬▬▬▬▬ ▬▬ ▬▬▬▬ ▬▬▬ ▬▬▬▬▬▬ ▬▬ ▬▬▬▬ ▬▬▬▬▬ ▬▬▬ ▬▬ ▬▬▬▬▬▬ ▬▬▬▬ ▬▬▬ ▬▬▬▬▬ ▬▬ ▬▬▬▬ ▬▬▬▬▬▬ ▬▬▬ ▬▬ ▬▬▬▬▬ ▬▬▬▬ ▬▬▬ ▬▬▬▬▬▬ ▬▬ ▬▬▬▬ ▬▬▬▬▬ ▬▬▬ ▬▬ ▬▬▬▬▬▬ ▬▬▬▬ ▬▬▬ ▬▬▬▬▬ ▬▬ ▬▬▬▬ ▬▬▬▬▬▬ ▬▬▬ ▬▬ ▬▬▬▬▬ ▬▬ ▬▬▬▬ ▬▬▬▬▬▬ ▬▬▬ ▬▬ ▬▬▬▬▬ ▬▬▬▬ ▬▬▬ ▬▬▬▬▬▬ ▬▬ ▬▬▬▬ ▬▬▬▬▬ ▬▬▬ ▬▬ ▬▬▬▬▬▬ ▬▬▬▬ ▬▬▬ ▬▬▬▬▬ ▬▬ ▬▬▬▬ ▬▬▬▬▬▬ ▬▬▬ ▬▬ ▬▬▬▬▬ ▬▬▬▬ ▬▬▬ ▬▬▬▬▬▬ ▬▬ ▬▬▬▬ ▬▬▬▬▬ ▬▬▬ ▬▬ ▬▬▬▬▬▬ ▬▬▬ ▬▬▬▬ ▬▬▬▬▬ ▬▬ ▬▬▬▬▬▬ ▬▬▬ ▬▬▬▬ ▬▬ ▬▬▬▬▬ ▬▬▬▬ ▬▬▬ ▬▬▬▬▬▬ ▬▬ ▬▬▬▬ ▬▬▬▬▬ ▬▬▬ ▬▬ ▬▬▬▬▬▬ ▬▬▬▬ ▬▬▬ ▬▬▬▬▬ ▬▬ ▬▬▬▬ ▬▬▬▬▬▬ ▬▬▬ ▬▬ ▬▬▬▬▬ ▬▬▬▬ ▬▬▬ ▬▬▬▬▬▬ ▬▬ ▬▬▬▬ ▬▬▬▬▬ ▬▬▬▬ ▬▬▬ ▬▬ ▬▬▬▬▬▬ ▬▬▬▬ ▬▬▬ ▬▬▬▬▬ ▬▬ ▬▬▬▬ ▬▬▬▬▬▬ ▬▬▬ ▬▬ ▬▬▬▬▬ ▬▬▬▬ ▬▬▬ ▬▬▬▬▬▬ ▬▬ ▬▬▬▬ ▬▬▬▬▬ ▬▬▬ ▬▬ ▬▬▬▬▬▬ ▬▬▬▬ ▬▬▬ ▬▬▬▬▬ ▬▬ ▬▬▬▬ ▬▬▬▬▬▬ ▬▬▬ ▬▬ ▬▬▬▬▬ ▬▬▬▬ ▬▬▬ ▬▬▬▬▬▬ ▬▬▬▬▬ ▬▬▬▬ ▬▬ ▬▬▬▬▬▬ ▬▬▬ ▬▬▬▬ ▬▬ ▬▬▬▬▬ ▬▬▬▬ ▬▬▬ ▬▬▬▬▬▬ ▬▬ ▬▬▬▬ ▬▬▬▬▬ ▬▬▬ ▬▬ ▬▬▬▬▬▬ ▬▬▬▬ ▬▬▬ ▬▬▬▬▬ ▬▬ ▬▬▬▬ ▬▬▬▬▬▬ ▬▬▬ ▬▬ ▬▬▬▬▬ ▬▬▬▬ ▬▬▬ ▬▬▬▬▬▬ ▬▬ ▬▬▬▬ ▬▬▬▬▬ ▬▬▬ ▬▬ ▬▬▬ ▬▬ ▬▬▬▬▬▬ ▬▬▬▬ ▬▬▬ ▬▬▬▬▬ ▬▬ ▬▬▬▬ ▬▬▬▬▬▬ ▬▬▬ ▬▬ ▬▬▬▬▬ ▬▬▬▬ ▬▬▬ ▬▬▬▬▬▬ ▬▬ ▬▬▬▬ ▬▬▬▬▬ ▬▬▬ ▬▬ ▬▬▬▬▬▬ ▬▬▬▬ ▬▬▬ ▬▬▬▬▬ ▬▬ ▬▬▬▬ ▬▬▬▬▬▬ ▬▬▬ ▬▬ ▬▬▬▬▬ ▬▬▬▬ ▬▬▬ ▬▬▬▬▬▬ ▬▬ ▬▬▬▬ ▬▬▬▬ ▬▬▬▬▬ ▬▬ ▬▬▬▬▬▬ ▬▬▬ ▬▬▬▬ ▬▬ ▬▬▬▬▬ ▬▬▬▬ ▬▬▬ ▬▬▬▬▬▬ ▬▬ ▬▬▬▬ ▬▬▬▬▬ ▬▬▬ ▬▬ ▬▬▬▬▬▬ ▬▬▬▬ ▬▬▬ ▬▬▬▬▬ ▬▬ ▬▬▬▬ ▬▬▬▬▬▬ ▬▬▬ ▬▬ ▬▬▬▬▬ ▬▬▬▬ ▬▬▬ ▬▬▬▬▬▬ ▬▬ ▬▬▬▬ ▬▬▬▬▬ ▬▬▬ ▬▬ ▬▬▬▬▬▬ ▬▬▬▬▬ ▬▬▬ ▬▬ ▬▬▬▬▬▬ ▬▬▬▬ ▬▬▬ ▬▬▬▬▬ ▬▬ ▬▬▬▬ ▬▬▬▬▬▬ ▬▬▬ ▬▬ ▬▬▬▬▬ ▬▬▬▬ ▬▬▬ ▬▬▬▬▬▬ ▬▬ ▬▬▬▬ ▬▬▬▬▬ ▬▬▬ ▬▬ ▬▬▬▬▬▬ ▬▬▬▬ ▬▬▬ ▬▬▬▬▬ ▬▬ ▬▬▬▬ ▬▬▬▬▬▬ ▬▬▬ ▬▬ ▬▬▬▬▬ ▬▬▬▬ ▬▬▬ ▬▬▬▬▬▬ ▬▬ ▬▬▬▬ ▬▬▬▬▬ ▬▬▬ ▬▬▬▬ ▬▬▬▬▬ ▬▬ ▬▬▬▬▬▬ ▬▬▬ ▬▬▬▬ ▬▬ ▬▬▬▬▬ ▬▬▬▬ ▬▬▬ ▬▬▬▬▬▬ ▬▬ ▬▬▬▬ ▬▬▬▬▬ ▬▬▬ ▬▬ ▬▬▬▬▬▬ ▬▬▬▬ ▬▬▬ ▬▬▬▬▬ ▬▬ ▬▬▬▬ ▬▬▬▬▬▬ ▬▬▬ ▬▬ ▬▬▬▬▬ ▬▬▬▬ ▬▬▬ ▬▬▬▬▬▬ ▬▬ ▬▬▬▬ ▬▬▬▬▬ ▬▬▬ ▬▬ ▬▬▬▬▬▬ ▬▬▬▬ ▬▬▬ ▬▬▬▬▬ ▬▬ ▬▬▬▬ ▬▬▬▬▬▬ ▬▬▬ ▬▬ ▬▬▬▬▬ ▬▬▬▬ ▬▬▬ ▬▬▬▬▬▬ ▬▬ ▬▬▬▬ ▬▬▬▬▬ ▬▬▬ ▬▬ ▬▬▬▬ ▬▬▬ ▬▬ ▬▬▬▬▬▬ ▬▬▬▬ ▬▬▬ ▬▬▬▬▬ ▬▬ ▬▬▬▬ ▬▬▬▬▬▬ ▬▬▬ ▬▬ ▬▬▬▬▬ ▬▬▬▬ ▬▬▬ ▬▬▬▬▬▬ ▬▬ ▬▬▬▬ ▬▬▬▬▬ ▬▬▬ ▬▬ ▬▬▬▬▬▬ ▬▬▬▬ ▬▬▬ ▬▬▬▬▬ ▬▬ ▬▬▬▬ ▬▬▬▬▬▬ ▬▬▬ ▬▬ ▬▬▬▬▬ ▬▬▬▬ ▬▬▬ ▬▬▬▬▬▬ ▬▬ ▬▬▬▬ ▬▬▬▬▬ ▬▬▬ ▬▬ ▬▬▬▬▬▬ ▬▬▬▬ ▬▬▬ ▬▬▬▬▬ ▬▬ ▬▬▬▬ ▬▬▬▬▬▬ ▬▬▬ ▬▬ ▬▬▬▬▬ ▬▬▬▬ ▬▬▬ ▬▬▬▬▬▬ ▬▬▬▬▬ ▬▬▬▬ ▬▬ ▬▬▬▬▬▬ ▬▬▬ ▬▬▬▬ ▬▬ ▬▬▬▬▬ ▬▬▬▬ ▬▬▬ ▬▬▬▬▬▬ ▬▬ ▬▬▬▬ ▬▬▬▬▬ ▬▬▬ ▬▬ ▬▬▬▬▬▬ ▬▬▬▬ ▬▬▬ ▬▬▬▬▬ ▬▬ ▬▬▬▬ ▬▬▬▬▬▬ ▬▬▬ ▬▬ ▬▬▬▬▬ ▬▬▬▬ ▬▬▬ ▬▬▬▬▬▬ ▬▬ ▬▬▬▬ ▬▬▬▬▬ ▬▬▬ ▬▬ ▬▬▬▬▬▬ ▬▬▬▬ ▬▬▬ ▬▬▬▬▬ ▬▬ ▬▬▬▬ ▬▬▬▬▬▬ ▬▬▬ ▬▬ ▬▬▬▬▬ ▬▬▬▬ ▬▬▬ ▬▬▬▬▬▬ ▬▬ ▬▬▬▬ ▬▬▬▬▬ ▬▬▬ ▬▬ ▬▬▬▬▬▬ ▬▬▬▬ ▬▬▬ ▬▬▬▬▬ ▬▬ ▬▬▬▬ ▬▬▬▬▬▬ ▬▬▬ ▬▬ ▬▬▬▬▬ ▬▬▬▬ ▬▬▬ ▬▬▬▬▬▬ ▬▬ ▬▬▬▬ ▬▬▬▬▬ ▬▬▬ ▬▬ ▬▬▬▬▬▬ ▬▬▬▬ ▬▬▬ ▬▬▬▬▬ ▬▬ ▬▬▬▬ ▬▬▬▬▬▬ ▬▬▬ ▬▬ ▬▬▬▬▬ ▬▬▬▬ ▬▬▬ ▬▬▬▬▬▬ ▬▬ ▬▬▬▬ ▬▬▬▬▬ ▬▬▬ ▬▬ ▬▬▬▬▬▬ ▬▬▬▬ ▬▬▬ ▬▬▬▬▬ ▬▬ ▬▬▬▬ ▬▬▬▬▬▬ ▬▬▬ ▬▬ ▬▬▬▬▬ ▬▬▬▬ ▬▬▬ ▬▬▬▬▬▬ ▬▬ ▬▬▬▬ ▬▬▬▬▬ ▬▬▬ ▬▬ ▬▬▬▬▬▬ ▬▬▬▬ ▬▬▬▬▬ ▬▬ ▬▬▬▬▬▬ ▬▬▬ ▬▬▬▬ ▬▬ ▬▬▬▬▬ ▬▬▬▬ ▬▬▬ ▬▬▬▬▬▬ ▬▬ ▬▬▬▬ ▬▬▬▬▬ ▬▬▬ ▬▬ ▬▬▬▬▬▬ ▬▬▬▬ ▬▬▬ ▬▬▬▬▬ ▬▬ ▬▬▬▬ ▬▬▬▬▬▬ ▬▬▬ ▬▬ ▬▬▬▬▬ ▬▬▬▬ ▬▬▬ ▬▬▬▬▬▬ ▬▬ ▬▬▬▬ ▬▬▬▬▬ ▬▬▬ ▬▬ ▬▬▬▬▬▬ ▬▬▬▬ ▬▬▬ ▬▬▬▬▬ ▬▬ ▬▬▬▬ ▬▬▬▬▬▬ ▬▬▬ ▬▬ ▬▬▬▬▬ ▬▬▬▬ ▬▬▬ ▬▬▬▬▬▬ ▬▬ ▬▬▬▬ ▬▬▬▬▬ ▬▬▬ ▬▬ ▬▬▬▬▬▬ ▬▬▬▬ ▬▬▬ ▬▬▬▬▬ ▬▬ ▬▬▬▬ [38, 48, 136, 592]
advert-claus-name: J. H. Claus & Co. [388, 449, 462, 460]
section-heading-sport: Sport-Nachrichten. [150, 435, 242, 446]
section-subheading: Der „Großherzog vom Vogelsberg". [150, 325, 242, 331]
section-heading-umgegend: Aus der Umgegend. [149, 315, 243, 326]
advert-claus-location: Frankfurt a. M. — Hauptgüterbahnhof [384, 444, 466, 450]
newspaper-page [30, 28, 488, 708]
book-edge [488, 0, 504, 720]
